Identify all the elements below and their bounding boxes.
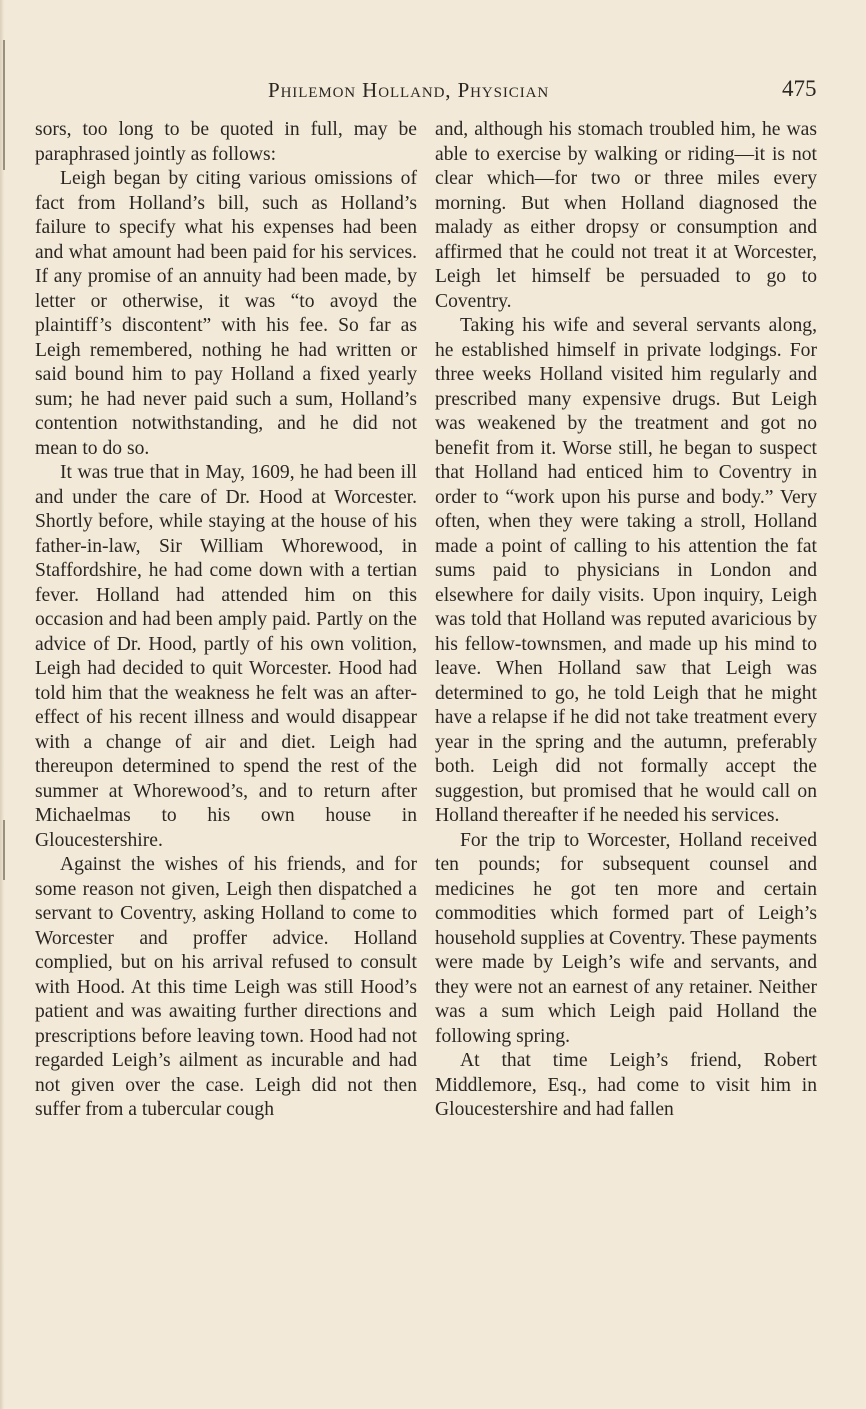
paragraph: Leigh began by citing various omissions of fact from Holland’s bill, such as Holland’s failure to specify what his expenses had been and what amount had been paid for his services. If any promise of an annuity had been made, by letter or otherwise, it was “to avoyd the plaintiff’s discontent” with his fee. So far as Leigh remembered, nothing he had written or said bound him to pay Holland a fixed yearly sum; he had never paid such a sum, Holland’s contention notwithstanding, and he did not mean to do so. (35, 168, 417, 459)
page-left-edge (0, 0, 4, 1409)
paragraph: and, although his stomach troubled him, he was able to exercise by walking or riding—it is not clear which—for two or three miles every morning. But when Holland diagnosed the malady as either dropsy or consumption and affirmed that he could not treat it at Worcester, Leigh let himself be persuaded to go to Coventry. (435, 119, 817, 312)
paragraph: sors, too long to be quoted in full, may be paraphrased jointly as follows: (35, 119, 417, 165)
running-head (0, 74, 866, 114)
left-column (35, 118, 417, 1123)
running-title: Philemon Holland, Physician (268, 78, 550, 102)
page-number: 475 (782, 76, 817, 101)
paragraph: For the trip to Worcester, Holland received ten pounds; for subsequent counsel and medicines he got ten more and certain commodities which formed part of Leigh’s household supplies at Coventry. These payments were made by Leigh’s wife and servants, and they were not an earnest of any retainer. Neither was a sum which Leigh paid Holland the following spring. (435, 829, 817, 1047)
binding-mark (3, 820, 5, 880)
paragraph: It was true that in May, 1609, he had been ill and under the care of Dr. Hood at Worcester. Shortly before, while staying at the house of his father-in-law, Sir William Whorewood, in Staffordshire, he had come down with a tertian fever. Holland had attended him on this occasion and had been amply paid. Partly on the advice of Dr. Hood, partly of his own volition, Leigh had decided to quit Worcester. Hood had told him that the weakness he felt was an after-effect of his recent illness and would disappear with a change of air and diet. Leigh had thereupon determined to spend the rest of the summer at Whorewood’s, and to return after Michaelmas to his own house in Gloucestershire. (35, 462, 417, 851)
paragraph: Against the wishes of his friends, and for some reason not given, Leigh then dispatched a servant to Coventry, asking Holland to come to Worcester and proffer advice. Holland complied, but on his arrival refused to consult with Hood. At this time Leigh was still Hood’s patient and was awaiting further directions and prescriptions before leaving town. Hood had not regarded Leigh’s ailment as incurable and had not given over the case. Leigh did not then suffer from a tubercular cough (35, 854, 417, 1120)
paragraph: Taking his wife and several servants along, he established himself in private lodgings. For three weeks Holland visited him regularly and prescribed many expensive drugs. But Leigh was weakened by the treatment and got no benefit from it. Worse still, he began to suspect that Holland had enticed him to Coventry in order to “work upon his purse and body.” Very often, when they were taking a stroll, Holland made a point of calling to his attention the fat sums paid to physicians in London and elsewhere for daily visits. Upon inquiry, Leigh was told that Holland was reputed avaricious by his fellow-townsmen, and made up his mind to leave. When Holland saw that Leigh was determined to go, he told Leigh that he might have a relapse if he did not take treatment every year in the spring and the autumn, preferably both. Leigh did not formally accept the suggestion, but promised that he would call on Holland thereafter if he needed his services. (435, 315, 817, 826)
paragraph: At that time Leigh’s friend, Robert Middlemore, Esq., had come to visit him in Gloucestershire and had fallen (435, 1050, 817, 1120)
right-column (435, 118, 817, 1123)
